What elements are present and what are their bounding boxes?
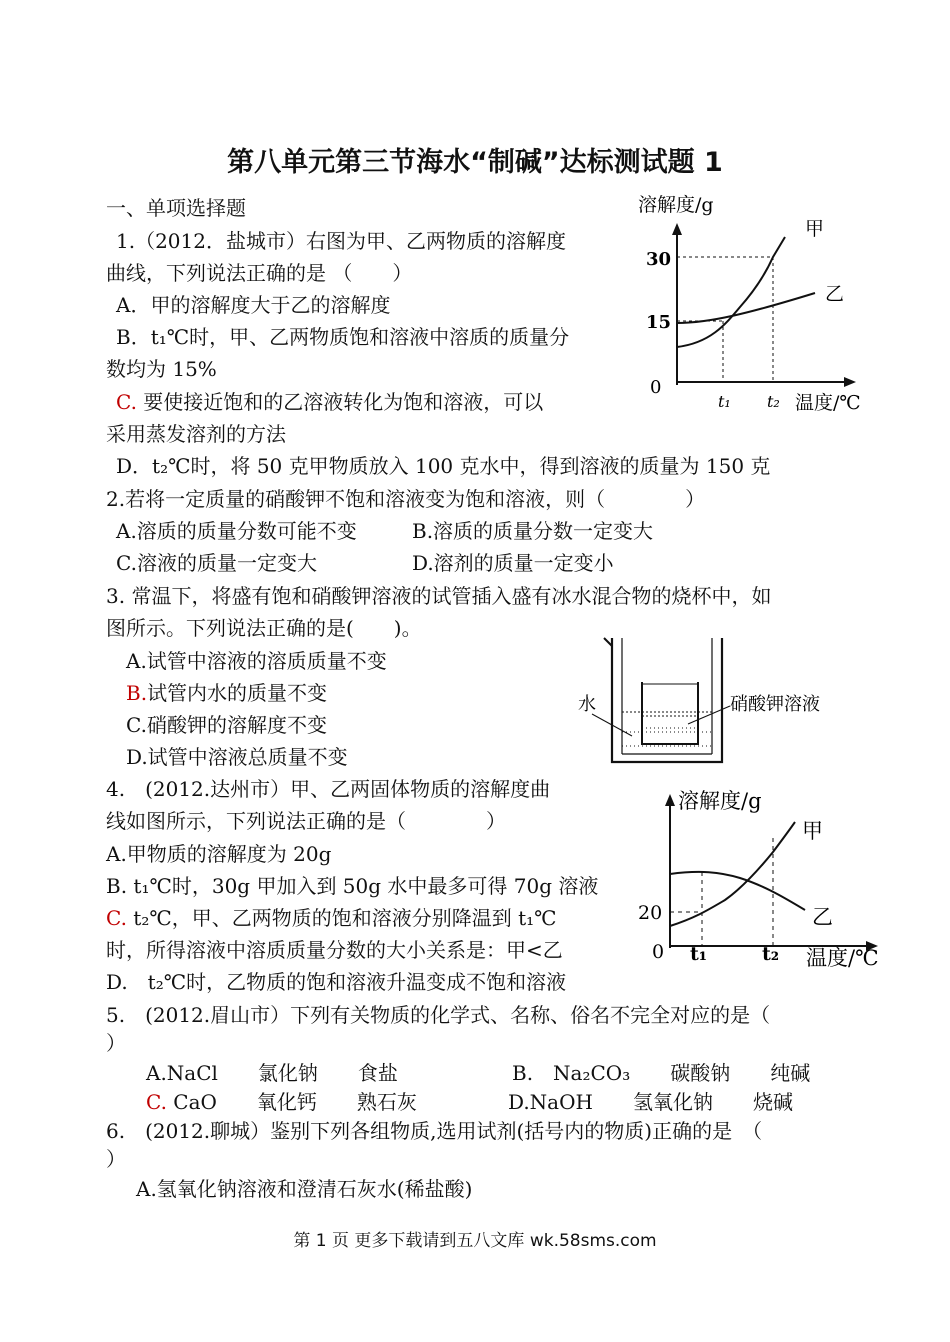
chart2-tick-t2: t₂ xyxy=(762,943,780,965)
q3-option-d: D.试管中溶液总质量不变 xyxy=(126,745,348,769)
q4-stem-line1: 4. (2012.达州市）甲、乙两固体物质的溶解度曲 xyxy=(106,777,551,801)
chart1-y-label: 溶解度/g xyxy=(638,194,714,216)
q4-answer-letter: C. xyxy=(106,906,127,930)
q5-stem-line2: ） xyxy=(106,1031,126,1055)
chart1-series-yi: 乙 xyxy=(825,283,845,305)
q1-stem-line2: 曲线，下列说法正确的是 （ ） xyxy=(106,261,413,285)
q4-option-c-line2: 时，所得溶液中溶质质量分数的大小关系是：甲<乙 xyxy=(106,938,563,962)
q2-stem: 2.若将一定质量的硝酸钾不饱和溶液变为饱和溶液，则（ ） xyxy=(106,487,706,511)
q4-option-c-text: t₂℃，甲、乙两物质的饱和溶液分别降温到 t₁℃ xyxy=(126,906,557,930)
beaker-diagram xyxy=(570,632,850,772)
chart2-y-arrow xyxy=(665,794,675,806)
chart1-x-arrow xyxy=(844,377,856,387)
solubility-chart-2 xyxy=(630,780,910,975)
solution-leader-line xyxy=(688,706,730,724)
q5-option-c-text: CaO 氧化钙 熟石灰 xyxy=(166,1090,417,1114)
q5-option-a: A.NaCl 氯化钠 食盐 xyxy=(146,1061,398,1085)
chart2-series-jia: 甲 xyxy=(802,819,823,843)
q5-option-c xyxy=(146,1089,417,1115)
q3-answer-letter: B. xyxy=(126,681,148,705)
q4-option-c xyxy=(106,905,557,931)
q4-option-b: B. t₁℃时，30g 甲加入到 50g 水中最多可得 70g 溶液 xyxy=(106,874,599,898)
solution-label: 硝酸钾溶液 xyxy=(730,694,820,715)
chart1-series-jia: 甲 xyxy=(805,218,825,240)
page-title: 第八单元第三节海水“制碱”达标测试题 1 xyxy=(227,147,723,178)
test-tube-outline xyxy=(642,682,698,744)
chart1-x-label: 温度/℃ xyxy=(795,392,861,414)
q2-option-c: C.溶液的质量一定变大 xyxy=(116,551,317,575)
q3-stem-line1: 3. 常温下，将盛有饱和硝酸钾溶液的试管插入盛有冰水混合物的烧杯中，如 xyxy=(106,584,772,608)
q3-option-c: C.硝酸钾的溶解度不变 xyxy=(126,713,327,737)
q6-stem-line1: 6. (2012.聊城）鉴别下列各组物质,选用试剂(括号内的物质)正确的是 （ xyxy=(106,1119,763,1143)
water-label: 水 xyxy=(578,694,596,715)
q1-answer-letter: C. xyxy=(116,390,137,414)
q3-option-a: A.试管中溶液的溶质质量不变 xyxy=(126,649,387,673)
q2-option-a: A.溶质的质量分数可能不变 xyxy=(116,519,357,543)
chart2-x-label: 温度/℃ xyxy=(806,946,879,970)
q5-option-d: D.NaOH 氢氧化钠 烧碱 xyxy=(508,1090,793,1114)
chart2-y-label: 溶解度/g xyxy=(678,789,762,813)
q1-option-c-line2: 采用蒸发溶剂的方法 xyxy=(106,422,286,446)
chart2-series-yi: 乙 xyxy=(812,905,833,929)
chart1-y-arrow xyxy=(672,223,682,235)
section-heading: 一、单项选择题 xyxy=(106,196,246,220)
q1-stem-line1: 1.（2012．盐城市）右图为甲、乙两物质的溶解度 xyxy=(116,229,566,253)
chart1-tick-30: 30 xyxy=(646,249,672,270)
chart1-curve-yi xyxy=(677,293,815,323)
q3-stem-line2: 图所示。下列说法正确的是( )。 xyxy=(106,616,422,640)
q6-stem-line2: ） xyxy=(106,1147,126,1171)
q1-option-b-line1: B．t₁℃时，甲、乙两物质饱和溶液中溶质的质量分 xyxy=(116,325,570,349)
chart2-origin: 0 xyxy=(652,941,665,963)
q2-option-d: D.溶剂的质量一定变小 xyxy=(412,551,614,575)
q5-stem-line1: 5. (2012.眉山市）下列有关物质的化学式、名称、俗名不完全对应的是（ xyxy=(106,1003,771,1027)
page-footer: 第 1 页 更多下载请到五八文库 wk.58sms.com xyxy=(293,1231,657,1251)
q3-option-b xyxy=(126,680,327,706)
q1-option-c xyxy=(116,389,543,415)
chart1-tick-15: 15 xyxy=(646,312,672,333)
q6-option-a: A.氢氧化钠溶液和澄清石灰水(稀盐酸) xyxy=(136,1177,473,1201)
chart2-tick-t1: t₁ xyxy=(690,943,708,965)
chart1-tick-t2: t₂ xyxy=(767,392,780,411)
q5-answer-letter: C. xyxy=(146,1090,167,1114)
chart1-tick-t1: t₁ xyxy=(718,392,731,411)
q2-option-b: B.溶质的质量分数一定变大 xyxy=(412,519,654,543)
beaker-lip xyxy=(604,638,612,646)
solubility-chart-1 xyxy=(630,185,880,415)
q1-option-a: A．甲的溶解度大于乙的溶解度 xyxy=(116,293,391,317)
q3-option-b-text: 试管内水的质量不变 xyxy=(147,681,328,705)
q1-option-c-text: 要使接近饱和的乙溶液转化为饱和溶液，可以 xyxy=(136,390,544,414)
chart2-tick-20: 20 xyxy=(638,902,663,924)
q1-option-b-line2: 数均为 15% xyxy=(106,357,217,381)
q4-option-d: D. t₂℃时，乙物质的饱和溶液升温变成不饱和溶液 xyxy=(106,970,567,994)
q4-option-a: A.甲物质的溶解度为 20g xyxy=(106,842,332,866)
chart1-curve-jia xyxy=(677,237,785,347)
chart2-curve-jia xyxy=(670,822,795,926)
q1-option-d: D．t₂℃时，将 50 克甲物质放入 100 克水中，得到溶液的质量为 150 克 xyxy=(116,454,771,478)
q5-option-b: B. Na₂CO₃ 碳酸钠 纯碱 xyxy=(512,1061,811,1085)
q4-stem-line2: 线如图所示，下列说法正确的是（ ） xyxy=(106,809,506,833)
chart1-origin: 0 xyxy=(650,377,662,398)
